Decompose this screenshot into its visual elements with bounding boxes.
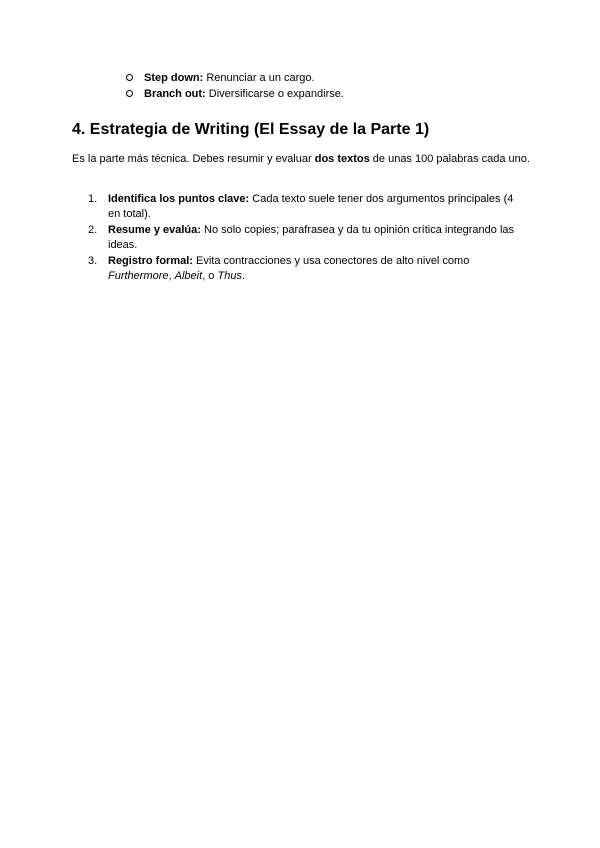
intro-bold-text: dos textos — [314, 153, 370, 165]
hollow-circle-bullet-icon — [126, 90, 133, 97]
list-number: 3. — [88, 255, 98, 267]
hollow-circle-bullet-icon — [126, 74, 133, 81]
writing-steps-list — [88, 192, 528, 285]
intro-text: Es la parte más técnica. Debes resumir y evaluar — [72, 153, 315, 165]
list-item-term: Step down: — [144, 72, 204, 84]
list-item — [126, 86, 344, 102]
list-item-desc: Renunciar a un cargo. — [203, 72, 315, 84]
list-item-desc: No solo copies; parafrasea y da tu opinión crítica integrando las ideas. — [108, 224, 515, 251]
sentence-end: . — [241, 270, 246, 282]
list-item-desc: Cada texto suele tener dos argumentos principales (4 en total). — [108, 193, 514, 220]
list-item-desc: Evita contracciones y usa conectores de alto nivel como — [192, 255, 470, 267]
list-item — [88, 192, 528, 222]
list-item-term: Registro formal: — [108, 255, 193, 267]
connector-word: Albeit — [174, 270, 203, 282]
list-item — [88, 254, 528, 284]
separator-text: , o — [202, 270, 218, 282]
separator-text: , — [168, 270, 175, 282]
list-item-term: Resume y evalúa: — [108, 224, 201, 236]
intro-text-end: de unas 100 palabras cada uno. — [369, 153, 530, 165]
list-number: 1. — [88, 193, 98, 205]
list-item-term: Identifica los puntos clave: — [108, 193, 250, 205]
connector-word: Furthermore — [108, 270, 169, 282]
connector-word: Thus — [217, 270, 242, 282]
list-item-desc: Diversificarse o expandirse. — [205, 88, 344, 100]
section-heading: 4. Estrategia de Writing (El Essay de la Parte 1) — [72, 121, 430, 138]
list-item-term: Branch out: — [144, 88, 206, 100]
section-intro — [72, 152, 532, 167]
list-number: 2. — [88, 224, 98, 236]
phrasal-verb-list — [126, 70, 344, 102]
list-item — [126, 70, 344, 86]
list-item — [88, 223, 528, 253]
